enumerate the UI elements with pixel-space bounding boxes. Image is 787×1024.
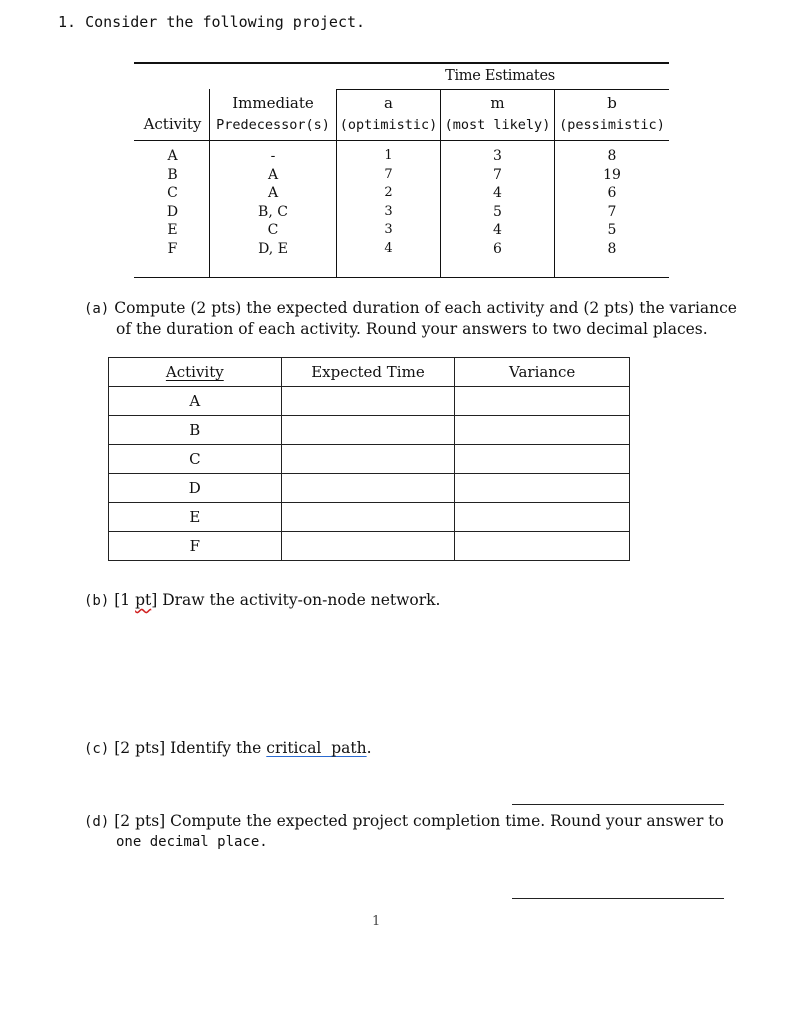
part-d-text — [84, 811, 764, 852]
answer-line-c[interactable] — [512, 804, 724, 805]
spellcheck-word-pt: pt — [135, 591, 152, 609]
row-activity: D — [109, 474, 282, 503]
row-activity: A — [109, 387, 282, 416]
row-activity: E — [109, 503, 282, 532]
cell-activity: A — [167, 148, 178, 164]
header-rule — [134, 140, 669, 141]
cell-predecessor: A — [267, 166, 279, 183]
page-number: 1 — [372, 914, 381, 929]
cell-b: 19 — [603, 166, 621, 183]
header-activity: Activity — [109, 358, 282, 387]
row-activity: B — [109, 416, 282, 445]
cell-a: 4 — [384, 240, 393, 256]
group-header-rule — [336, 89, 669, 90]
variance-input[interactable] — [455, 474, 630, 503]
header-activity: Activity — [143, 115, 202, 133]
cell-b: 6 — [607, 185, 617, 201]
answer-table-header-row — [109, 358, 630, 387]
cell-b: 8 — [607, 240, 617, 257]
part-b-text: (b) [1 pt] Draw the activity-on-node network. — [84, 591, 441, 609]
cell-predecessor: C — [267, 222, 279, 238]
expected-time-input[interactable] — [281, 416, 455, 445]
expected-time-input[interactable] — [281, 532, 455, 561]
critical-path-link[interactable]: critical path — [266, 739, 367, 757]
cell-m: 4 — [493, 185, 502, 201]
expected-time-input[interactable] — [281, 387, 455, 416]
table-top-rule — [134, 62, 669, 64]
header-a-line2: (optimistic) — [339, 117, 438, 133]
header-predecessor-line2: Predecessor(s) — [216, 117, 330, 133]
cell-a: 3 — [384, 222, 393, 237]
part-a-line1: Compute (2 pts) the expected duration of each activity and (2 pts) the variance — [114, 299, 737, 317]
row-activity: F — [109, 532, 282, 561]
expected-time-input[interactable] — [281, 445, 455, 474]
part-d-line1: [2 pts] Compute the expected project completion time. Round your answer to — [114, 812, 724, 830]
part-a-text — [84, 298, 764, 339]
column-optimistic — [337, 147, 440, 258]
table-row — [109, 416, 630, 445]
expected-time-input[interactable] — [281, 474, 455, 503]
header-b-line1: b — [607, 94, 617, 112]
column-activity — [136, 147, 209, 258]
header-variance: Variance — [455, 358, 630, 387]
part-b-label: (b) — [84, 593, 110, 609]
cell-a: 3 — [384, 203, 393, 219]
cell-m: 4 — [493, 222, 502, 238]
answer-table — [108, 357, 630, 561]
cell-predecessor: D, E — [258, 240, 288, 257]
expected-time-input[interactable] — [281, 503, 455, 532]
table-row — [109, 387, 630, 416]
cell-activity: F — [167, 240, 178, 257]
cell-m: 7 — [493, 166, 502, 183]
cell-m: 5 — [493, 203, 502, 220]
cell-predecessor: A — [267, 185, 279, 201]
variance-input[interactable] — [455, 387, 630, 416]
header-predecessor-line1: Immediate — [232, 94, 314, 112]
header-b-line2: (pessimistic) — [559, 117, 665, 133]
part-d-line2: one decimal place. — [116, 834, 268, 850]
cell-b: 7 — [607, 203, 617, 220]
answer-line-d[interactable] — [512, 898, 724, 899]
variance-input[interactable] — [455, 416, 630, 445]
table-row — [109, 532, 630, 561]
header-expected-time: Expected Time — [281, 358, 455, 387]
part-a-label: (a) — [84, 301, 110, 317]
cell-a: 2 — [384, 185, 393, 200]
group-header-time-estimates: Time Estimates — [445, 68, 555, 84]
part-d-label: (d) — [84, 814, 110, 830]
question-prompt: Consider the following project. — [85, 13, 366, 31]
cell-m: 6 — [493, 240, 502, 257]
cell-predecessor: B, C — [258, 203, 288, 220]
variance-input[interactable] — [455, 503, 630, 532]
header-m-line1: m — [490, 94, 505, 112]
question-number: 1. — [58, 13, 77, 31]
variance-input[interactable] — [455, 445, 630, 474]
part-a-line2: of the duration of each activity. Round your answers to two decimal places. — [116, 320, 708, 338]
variance-input[interactable] — [455, 532, 630, 561]
table-bottom-rule — [134, 277, 669, 278]
table-row — [109, 474, 630, 503]
cell-b: 5 — [607, 222, 617, 238]
cell-activity: E — [167, 222, 178, 238]
cell-a: 1 — [384, 148, 393, 163]
cell-activity: C — [167, 185, 178, 201]
table-row — [109, 503, 630, 532]
cell-activity: D — [166, 203, 179, 220]
part-b-instruction: Draw the activity-on-node network. — [157, 591, 441, 609]
header-m-line2: (most likely) — [444, 117, 551, 133]
cell-b: 8 — [607, 148, 617, 164]
row-activity: C — [109, 445, 282, 474]
part-c-text: (c) [2 pts] Identify the critical path. — [84, 739, 372, 757]
cell-predecessor: - — [270, 148, 276, 164]
question-title — [58, 13, 365, 31]
cell-m: 3 — [493, 148, 502, 164]
column-pessimistic — [555, 147, 669, 258]
column-predecessors — [210, 147, 336, 258]
table-row — [109, 445, 630, 474]
cell-a: 7 — [384, 166, 393, 182]
cell-activity: B — [167, 166, 178, 183]
header-a-line1: a — [384, 94, 393, 112]
part-c-label: (c) — [84, 741, 110, 757]
column-most-likely — [441, 147, 554, 258]
